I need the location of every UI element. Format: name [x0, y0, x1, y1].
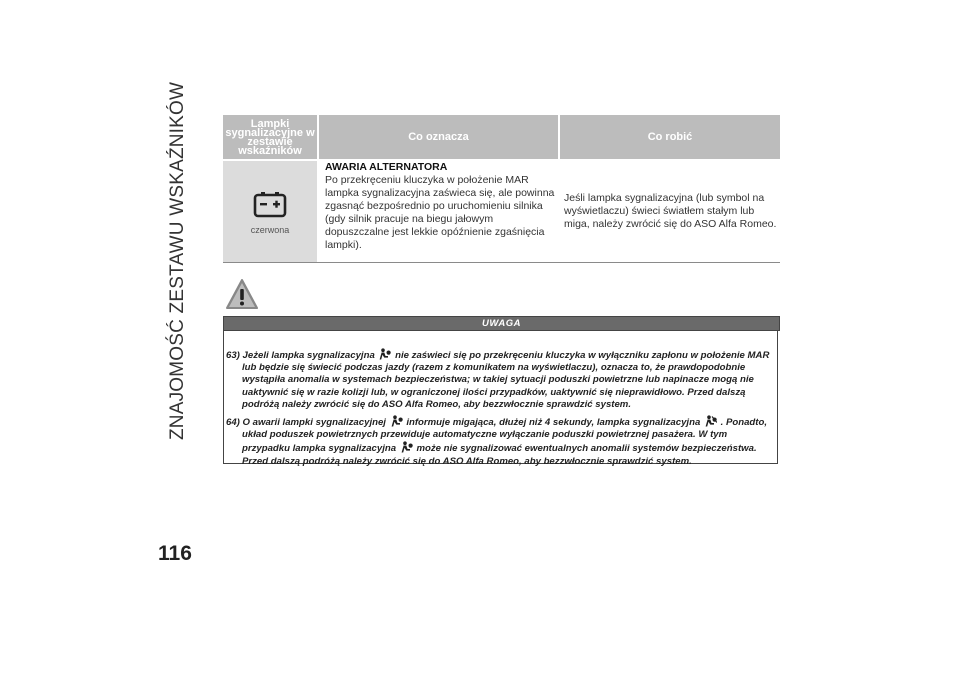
warning-title-bar: UWAGA — [223, 316, 780, 331]
table-row — [223, 161, 780, 263]
note-63 — [226, 348, 775, 411]
action-text: Jeśli lampka sygnalizacyjna (lub symbol na wyświetlaczu) świeci światłem stałym lub miga, należy zwrócić się do ASO Alfa Romeo. — [564, 192, 777, 230]
note-text: . Ponadto, układ poduszek powietrznych przewiduje automatyczne wyłączanie poduszki powietrznej pasażera. W tym przypadku lampka sygnalizacyjna — [242, 417, 768, 455]
note-text: 63) Jeżeli lampka sygnalizacyjna — [226, 350, 375, 361]
header-action: Co robić — [558, 115, 780, 159]
airbag-icon — [378, 348, 391, 360]
light-cell — [223, 161, 317, 262]
note-text: informuje migająca, dłużej niż 4 sekundy, lampka sygnalizacyjna — [406, 417, 701, 429]
warning-triangle-icon — [225, 278, 259, 312]
header-lights: Lampki sygnalizacyjne w zestawie wskaźników — [225, 118, 315, 157]
meaning-text: Po przekręceniu kluczyka w położenie MAR lampka sygnalizacyjna zaświeca się, ale powinna zgasnąć bezpośrednio po uruchomieniu silnika (gdy silnik pracuje na biegu jałowym dopuszczalne jest lekkie opóźnienie zgaśnięcia lampki). — [325, 174, 555, 251]
note-text: nie zaświeci się po przekręceniu kluczyka w wyłączniku zapłonu w położenie MAR lub będzie się świecić podczas jazdy (razem z komunikatem na wyświetlaczu), oznacza to, że prawdopodobnie wystąpiła anomalia w systemach bezpieczeństwa; w takiej sytuacji poduszki powietrzne lub napinacze mogą nie uaktywnić się w razie kolizji lub, w ograniczonej ilości przypadków, uaktywnić się nieprawidłowo. Przed dalszą podróżą należy zwrócić się do ASO Alfa Romeo, aby bezzwłocznie sprawdzić system. — [242, 350, 770, 410]
action-cell — [556, 161, 780, 262]
page-number: 116 — [158, 542, 192, 565]
airbag-icon — [390, 415, 403, 427]
warning-lights-table — [223, 115, 780, 263]
light-color-label: czerwona — [250, 224, 290, 235]
meaning-cell — [317, 161, 556, 262]
note-text: może nie sygnalizować ewentualnych anomalii systemów bezpieczeństwa. Przed dalszą podróżą należy zwrócić się do ASO Alfa Romeo, aby bezzwłocznie sprawdzić system. — [242, 443, 757, 467]
table-header — [223, 115, 780, 159]
airbag-icon — [400, 441, 413, 453]
warning-box — [223, 331, 778, 467]
note-64 — [226, 415, 775, 468]
airbag-off-icon — [704, 415, 717, 427]
battery-icon — [252, 189, 288, 219]
fault-title: AWARIA ALTERNATORA — [325, 161, 448, 173]
chapter-title: ZNAJOMOŚĆ ZESTAWU WSKAŹNIKÓW — [167, 81, 188, 440]
header-meaning: Co oznacza — [317, 115, 558, 159]
note-text: 64) O awarii lampki sygnalizacyjnej — [226, 417, 386, 429]
